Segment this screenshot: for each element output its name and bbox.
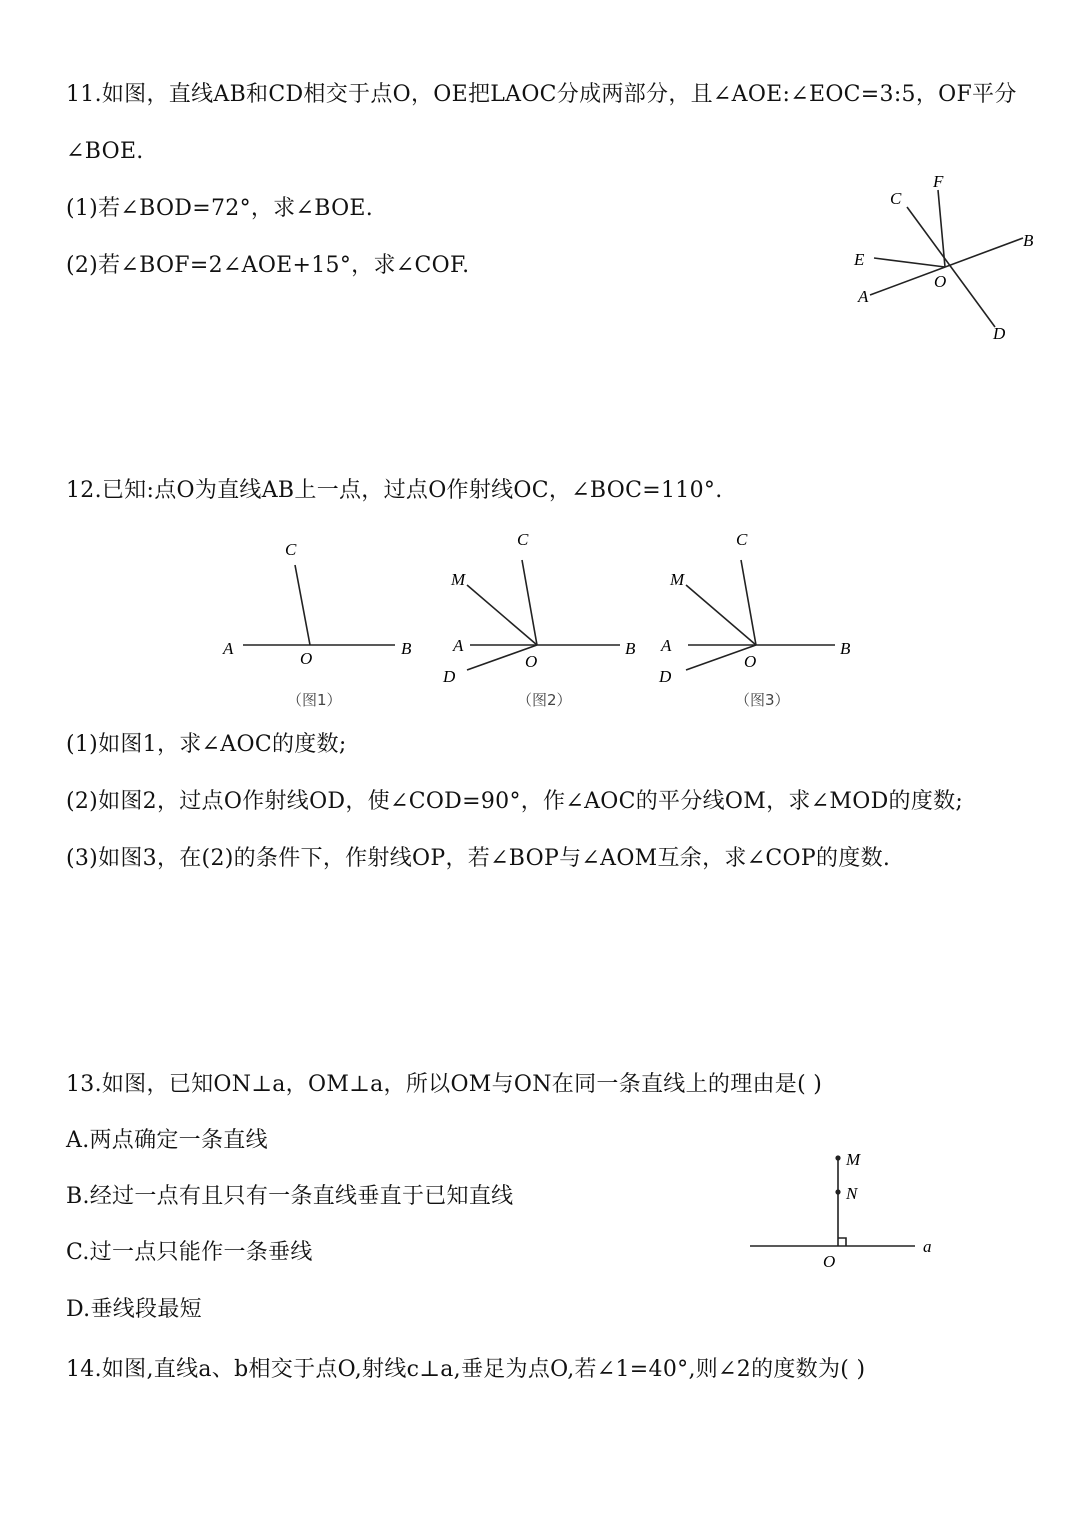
q13-option-c: C.过一点只能作一条垂线: [66, 1240, 313, 1265]
q13-right-angle-mark: [838, 1238, 846, 1246]
q13-option-d: D.垂线段最短: [66, 1297, 202, 1322]
fig2-label-d: D: [443, 667, 456, 686]
fig3-label-c: C: [736, 530, 748, 549]
q14-stem: 14.如图,直线a、b相交于点O,射线c⊥a,垂足为点O,若∠1=40°,则∠2的度数为( ): [66, 1357, 866, 1382]
fig2-label-a: A: [453, 636, 464, 655]
fig1-ray-oc: [295, 565, 310, 645]
q11-figure: [840, 165, 1050, 350]
q12-part3: (3)如图3，在(2)的条件下，作射线OP，若∠BOP与∠AOM互余，求∠COP的度数.: [66, 846, 891, 871]
q13-stem: 13.如图，已知ON⊥a，OM⊥a，所以OM与ON在同一条直线上的理由是( ): [66, 1072, 823, 1097]
fig3-label-d: D: [659, 667, 672, 686]
fig3-ray-oc: [741, 560, 756, 645]
q13-label-a: a: [923, 1237, 932, 1256]
q11-label-d: D: [993, 324, 1006, 343]
fig2-ray-om: [467, 585, 537, 645]
q13-point-n: [835, 1189, 840, 1194]
q13-label-n: N: [846, 1184, 858, 1203]
fig1-label-b: B: [401, 639, 412, 658]
q11-line-ab: [870, 238, 1023, 295]
q12-figures: [215, 525, 865, 715]
q12-stem: 12.已知:点O为直线AB上一点，过点O作射线OC，∠BOC=110°.: [66, 478, 723, 503]
q11-stem-line2: ∠BOE.: [66, 139, 144, 164]
q13-label-o: O: [823, 1252, 836, 1271]
q13-point-m: [835, 1155, 840, 1160]
fig2-ray-oc: [522, 560, 537, 645]
fig2-caption: （图2）: [517, 691, 572, 709]
q11-label-b: B: [1023, 231, 1034, 250]
q11-part2: (2)若∠BOF=2∠AOE+15°，求∠COF.: [66, 253, 470, 278]
q11-part1: (1)若∠BOD=72°，求∠BOE.: [66, 196, 374, 221]
fig1-label-a: A: [223, 639, 234, 658]
fig3-label-a: A: [661, 636, 672, 655]
fig1-label-o: O: [300, 649, 313, 668]
fig3-label-b: B: [840, 639, 851, 658]
q11-label-c: C: [890, 189, 902, 208]
q11-label-o: O: [934, 272, 947, 291]
fig3-caption: （图3）: [735, 691, 790, 709]
q11-label-a: A: [858, 287, 869, 306]
fig2-label-b: B: [625, 639, 636, 658]
fig2-label-c: C: [517, 530, 529, 549]
fig3-label-o: O: [744, 652, 757, 671]
q11-label-e: E: [854, 250, 865, 269]
fig1-label-c: C: [285, 540, 297, 559]
fig2-label-o: O: [525, 652, 538, 671]
q12-part1: (1)如图1，求∠AOC的度数;: [66, 732, 347, 757]
fig3-ray-om: [686, 585, 756, 645]
q12-part2: (2)如图2，过点O作射线OD，使∠COD=90°，作∠AOC的平分线OM，求∠MOD的度数;: [66, 789, 964, 814]
q13-label-m: M: [846, 1150, 861, 1169]
q11-ray-oe: [874, 258, 945, 267]
fig2-label-m: M: [451, 570, 466, 589]
q11-label-f: F: [933, 172, 944, 191]
q11-ray-of: [938, 190, 945, 267]
q13-option-a: A.两点确定一条直线: [66, 1128, 268, 1153]
q13-figure: [745, 1140, 945, 1275]
fig3-label-m: M: [670, 570, 685, 589]
q11-line-cd: [907, 207, 995, 327]
q13-option-b: B.经过一点有且只有一条直线垂直于已知直线: [66, 1184, 514, 1209]
fig1-caption: （图1）: [287, 691, 342, 709]
q11-stem-line1: 11.如图，直线AB和CD相交于点O，OE把LAOC分成两部分，且∠AOE:∠EOC=3:5，OF平分: [66, 82, 1017, 107]
